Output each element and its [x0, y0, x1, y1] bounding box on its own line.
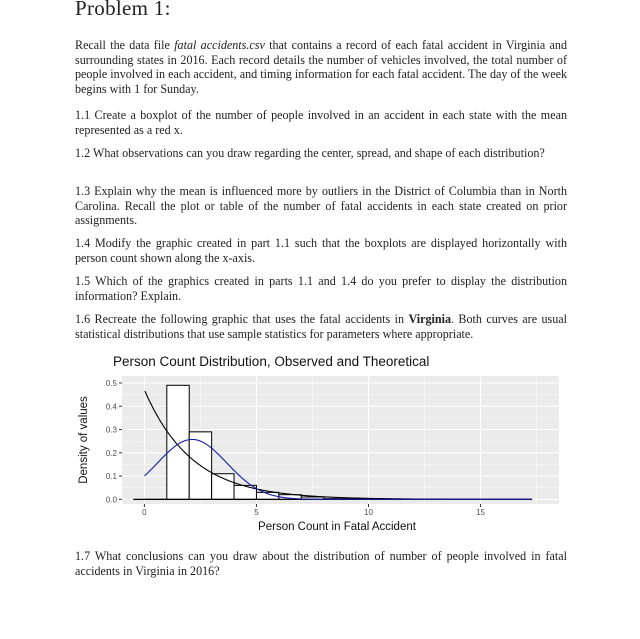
- y-tick-label: 0.3: [105, 425, 117, 435]
- histogram-bar: [167, 385, 189, 499]
- question-1-6-start: 1.6 Recreate the following graphic that uses the fatal accidents in: [75, 312, 409, 326]
- intro-text-end: that contains a record of each fatal accident in Virginia and surrounding states in 2016. Each record details the number of vehicles involved, the total number of people involved in each accident, and timing information for each fatal accident. The day of the week begins with 1 for Sunday.: [75, 38, 567, 97]
- x-tick-label: 5: [254, 508, 259, 517]
- y-tick-label: 0.4: [105, 402, 117, 412]
- histogram-bar: [212, 474, 234, 500]
- x-tick-label: 15: [476, 508, 486, 517]
- question-1-1: 1.1 Create a boxplot of the number of people involved in an accident in each state with the mean represented as a red x.: [75, 108, 567, 137]
- question-1-5: 1.5 Which of the graphics created in parts 1.1 and 1.4 do you prefer to display the distribution information? Explain.: [75, 274, 567, 303]
- person-count-chart: [75, 346, 567, 536]
- y-tick-label: 0.1: [105, 472, 117, 482]
- question-1-6: [75, 312, 567, 341]
- y-axis-label: Density of values: [78, 396, 90, 484]
- x-axis-label: Person Count in Fatal Accident: [258, 521, 416, 533]
- histogram-bar: [234, 485, 256, 499]
- x-tick-label: 0: [142, 508, 147, 517]
- x-axis-ticks: [142, 504, 485, 517]
- file-name: fatal accidents.csv: [174, 38, 265, 52]
- question-1-6-end: . Both curves are usual statistical distributions that use sample statistics for parameters where appropriate.: [75, 312, 567, 341]
- problem-heading: Problem 1:: [75, 0, 171, 20]
- question-1-3: 1.3 Explain why the mean is influenced more by outliers in the District of Columbia than in North Carolina. Recall the plot or table of the number of fatal accidents in each state created on prior assignments.: [75, 184, 567, 228]
- question-1-7: 1.7 What conclusions can you draw about the distribution of number of people involved in fatal accidents in Virginia in 2016?: [75, 549, 567, 578]
- question-1-4: 1.4 Modify the graphic created in part 1.1 such that the boxplots are displayed horizontally with person count shown along the x-axis.: [75, 236, 567, 265]
- intro-paragraph: [75, 38, 567, 97]
- y-tick-label: 0.2: [105, 448, 117, 458]
- y-axis-ticks: [106, 379, 122, 504]
- intro-text-start: Recall the data file: [75, 38, 175, 52]
- question-1-6-state: Virginia: [408, 312, 452, 326]
- y-tick-label: 0.5: [105, 378, 117, 388]
- chart-title: Person Count Distribution, Observed and Theoretical: [113, 354, 430, 369]
- question-1-2: 1.2 What observations can you draw regarding the center, spread, and shape of each distribution?: [75, 146, 545, 160]
- x-tick-label: 10: [364, 508, 373, 517]
- y-tick-label: 0.0: [105, 495, 117, 505]
